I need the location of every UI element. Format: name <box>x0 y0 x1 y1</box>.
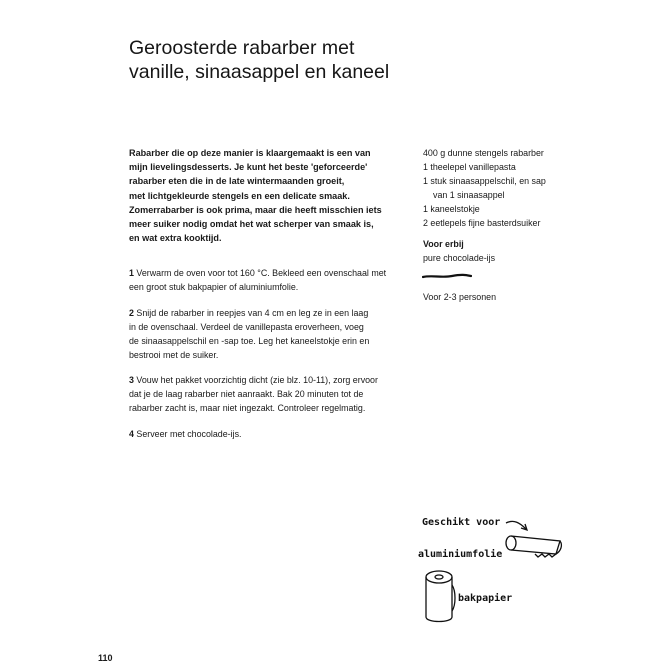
step-line: bestrooi met de suiker. <box>129 350 219 360</box>
intro-line: met lichtgekleurde stengels en een delicate smaak. <box>129 190 350 201</box>
ingredient-item: 2 eetlepels fijne basterdsuiker <box>423 218 541 229</box>
method-step-3 <box>129 373 419 415</box>
step-line <box>129 266 419 280</box>
step-line <box>129 373 419 387</box>
ingredient-item: van 1 sinaasappel <box>433 190 505 201</box>
intro-line: rabarber eten die in de late wintermaanden groeit, <box>129 176 345 187</box>
step-number: 4 <box>129 429 134 439</box>
step-line <box>129 306 419 320</box>
ingredient-item: 1 stuk sinaasappelschil, en sap <box>423 176 546 187</box>
intro-line: mijn lievelingsdesserts. Je kunt het beste 'geforceerde' <box>129 162 368 173</box>
step-line: rabarber zacht is, maar niet ingezakt. Controleer regelmatig. <box>129 403 366 413</box>
recipe-intro <box>129 146 409 245</box>
step-line: in de ovenschaal. Verdeel de vanillepasta eroverheen, voeg <box>129 322 364 332</box>
recipe-title <box>129 36 429 84</box>
intro-line: en wat extra kooktijd. <box>129 233 222 244</box>
arrow-icon <box>506 521 526 529</box>
title-line: Geroosterde rabarber met <box>129 37 355 59</box>
ingredient-item: 400 g dunne stengels rabarber <box>423 148 544 158</box>
step-text: Serveer met chocolade-ijs. <box>136 429 242 439</box>
ingredient-item: 1 kaneelstokje <box>423 204 480 215</box>
step-text: Snijd de rabarber in reepjes van 4 cm en leg ze in een laag <box>136 308 369 318</box>
intro-line: Rabarber die op deze manier is klaargemaakt is een van <box>129 148 371 158</box>
step-number: 3 <box>129 375 134 385</box>
step-line <box>129 427 419 441</box>
step-line: dat je de laag rabarber niet aanraakt. Bak 20 minuten tot de <box>129 389 364 399</box>
suitable-for-sketch <box>410 505 590 635</box>
method-step-2 <box>129 306 419 362</box>
sketch-label-paper: bakpapier <box>458 593 513 604</box>
step-text: Verwarm de oven voor tot 160 °C. Bekleed een ovenschaal met <box>136 268 387 278</box>
method-step-4 <box>129 427 419 441</box>
serve-with-heading: Voor erbij <box>423 239 464 249</box>
title-line: vanille, sinaasappel en kaneel <box>129 61 390 83</box>
serve-with-item: pure chocolade-ijs <box>423 253 496 263</box>
ingredient-list <box>423 146 583 231</box>
squiggle-divider-icon <box>422 272 472 280</box>
step-line: een groot stuk bakpapier of aluminiumfolie. <box>129 282 299 292</box>
intro-line: Zomerrabarber is ook prima, maar die heeft misschien iets <box>129 204 382 215</box>
foil-roll-icon <box>506 536 561 557</box>
page-number: 110 <box>98 653 113 663</box>
ingredient-item: 1 theelepel vanillepasta <box>423 162 516 173</box>
step-line: de sinaasappelschil en -sap toe. Leg het kaneelstokje erin en <box>129 336 370 346</box>
servings: Voor 2-3 personen <box>423 292 497 302</box>
step-number: 2 <box>129 308 134 318</box>
sketch-label-suitable: Geschikt voor <box>422 517 501 528</box>
step-number: 1 <box>129 268 134 278</box>
step-text: Vouw het pakket voorzichtig dicht (zie blz. 10-11), zorg ervoor <box>136 375 378 385</box>
intro-line: meer suiker nodig omdat het wat scherper van smaak is, <box>129 219 374 230</box>
baking-paper-roll-icon <box>426 571 455 622</box>
method-step-1 <box>129 266 419 294</box>
sketch-label-foil: aluminiumfolie <box>418 549 503 560</box>
